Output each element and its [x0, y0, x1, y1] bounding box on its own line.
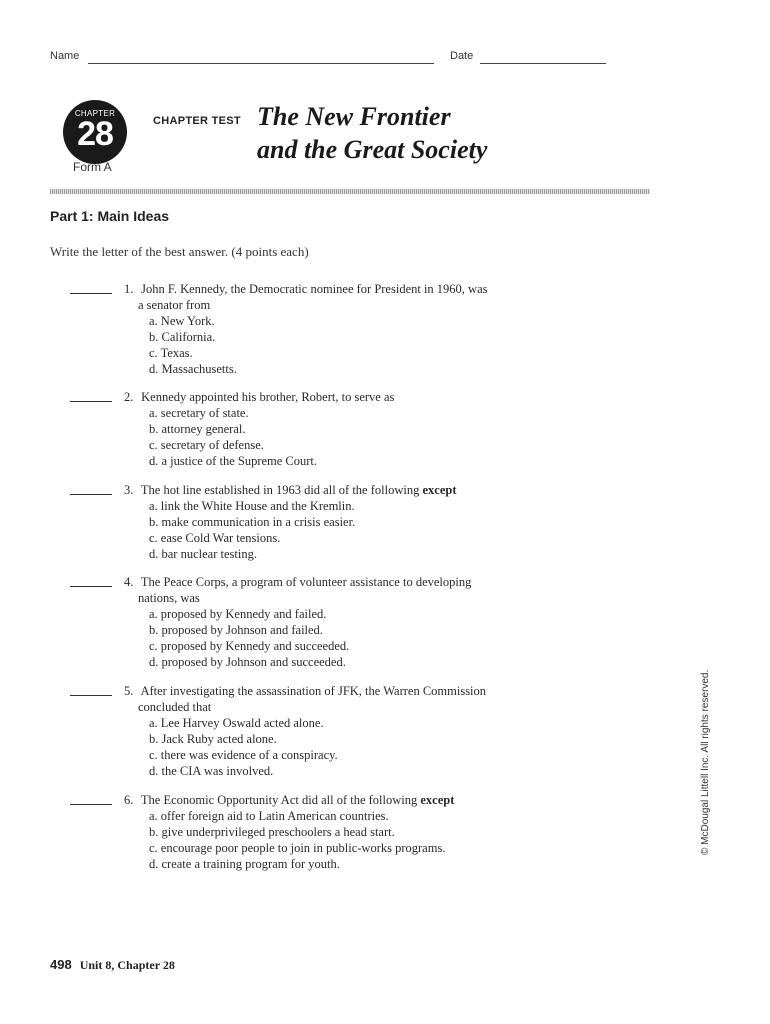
- option-b: b. California.: [149, 330, 216, 344]
- answer-blank[interactable]: [70, 293, 112, 294]
- unit-chapter-label: Unit 8, Chapter 28: [79, 958, 175, 972]
- option-c: c. secretary of defense.: [149, 438, 264, 452]
- question-stem: The Economic Opportunity Act did all of the following: [140, 793, 418, 807]
- option-d: d. Massachusetts.: [149, 362, 237, 376]
- date-field-line[interactable]: [480, 63, 606, 64]
- question-number: 3.: [124, 483, 134, 497]
- option-c: c. proposed by Kennedy and succeeded.: [149, 639, 350, 653]
- option-d: d. a justice of the Supreme Court.: [149, 454, 318, 468]
- question-stem: John F. Kennedy, the Democratic nominee for President in 1960, was: [141, 282, 488, 296]
- question-stem-cont: a senator from: [138, 298, 211, 312]
- title-line-1: The New Frontier: [257, 102, 451, 131]
- option-a: a. secretary of state.: [149, 406, 249, 420]
- question-number: 6.: [124, 793, 134, 807]
- page-number: 498: [50, 957, 72, 972]
- answer-blank[interactable]: [70, 695, 112, 696]
- question-emphasis: except: [422, 483, 457, 497]
- question-number: 2.: [124, 390, 134, 404]
- answer-blank[interactable]: [70, 804, 112, 805]
- question-number: 1.: [124, 282, 134, 296]
- header-divider: [50, 189, 650, 194]
- chapter-badge: [63, 100, 127, 164]
- question-number: 4.: [124, 575, 134, 589]
- question-stem: After investigating the assassination of JFK, the Warren Commission: [140, 684, 487, 698]
- question-stem-cont: concluded that: [138, 700, 212, 714]
- option-c: c. Texas.: [149, 346, 193, 360]
- option-c: c. there was evidence of a conspiracy.: [149, 748, 338, 762]
- option-d: d. create a training program for youth.: [149, 857, 340, 871]
- title-line-2: and the Great Society: [257, 135, 488, 164]
- option-b: b. attorney general.: [149, 422, 246, 436]
- option-d: d. bar nuclear testing.: [149, 547, 257, 561]
- option-a: a. offer foreign aid to Latin American countries.: [149, 809, 389, 823]
- option-a: a. New York.: [149, 314, 215, 328]
- part-heading: Part 1: Main Ideas: [50, 208, 170, 224]
- instructions: Write the letter of the best answer. (4 points each): [50, 244, 309, 259]
- name-label: Name: [50, 50, 80, 62]
- option-b: b. proposed by Johnson and failed.: [149, 623, 323, 637]
- option-a: a. proposed by Kennedy and failed.: [149, 607, 327, 621]
- question-emphasis: except: [420, 793, 455, 807]
- page-title: [257, 100, 557, 166]
- option-a: a. link the White House and the Kremlin.: [149, 499, 355, 513]
- option-c: c. ease Cold War tensions.: [149, 531, 281, 545]
- option-b: b. give underprivileged preschoolers a head start.: [149, 825, 395, 839]
- form-label: Form A: [73, 160, 112, 174]
- copyright-notice: © McDougal Littell Inc. All rights reserved.: [700, 669, 711, 855]
- answer-blank[interactable]: [70, 586, 112, 587]
- option-d: d. the CIA was involved.: [149, 764, 274, 778]
- chapter-number: 28: [77, 115, 113, 153]
- question-stem: The Peace Corps, a program of volunteer assistance to developing: [140, 575, 472, 589]
- date-label: Date: [450, 50, 474, 62]
- chapter-test-label: CHAPTER TEST: [153, 115, 241, 127]
- option-c: c. encourage poor people to join in public-works programs.: [149, 841, 446, 855]
- chapter-word: CHAPTER: [74, 109, 116, 118]
- name-field-line[interactable]: [88, 63, 434, 64]
- question-stem: Kennedy appointed his brother, Robert, to serve as: [141, 390, 395, 404]
- question-number: 5.: [124, 684, 134, 698]
- option-d: d. proposed by Johnson and succeeded.: [149, 655, 346, 669]
- answer-blank[interactable]: [70, 401, 112, 402]
- question-stem-cont: nations, was: [138, 591, 200, 605]
- option-b: b. Jack Ruby acted alone.: [149, 732, 277, 746]
- answer-blank[interactable]: [70, 494, 112, 495]
- option-b: b. make communication in a crisis easier.: [149, 515, 356, 529]
- question-stem: The hot line established in 1963 did all of the following: [140, 483, 420, 497]
- option-a: a. Lee Harvey Oswald acted alone.: [149, 716, 324, 730]
- page-footer: [50, 957, 175, 973]
